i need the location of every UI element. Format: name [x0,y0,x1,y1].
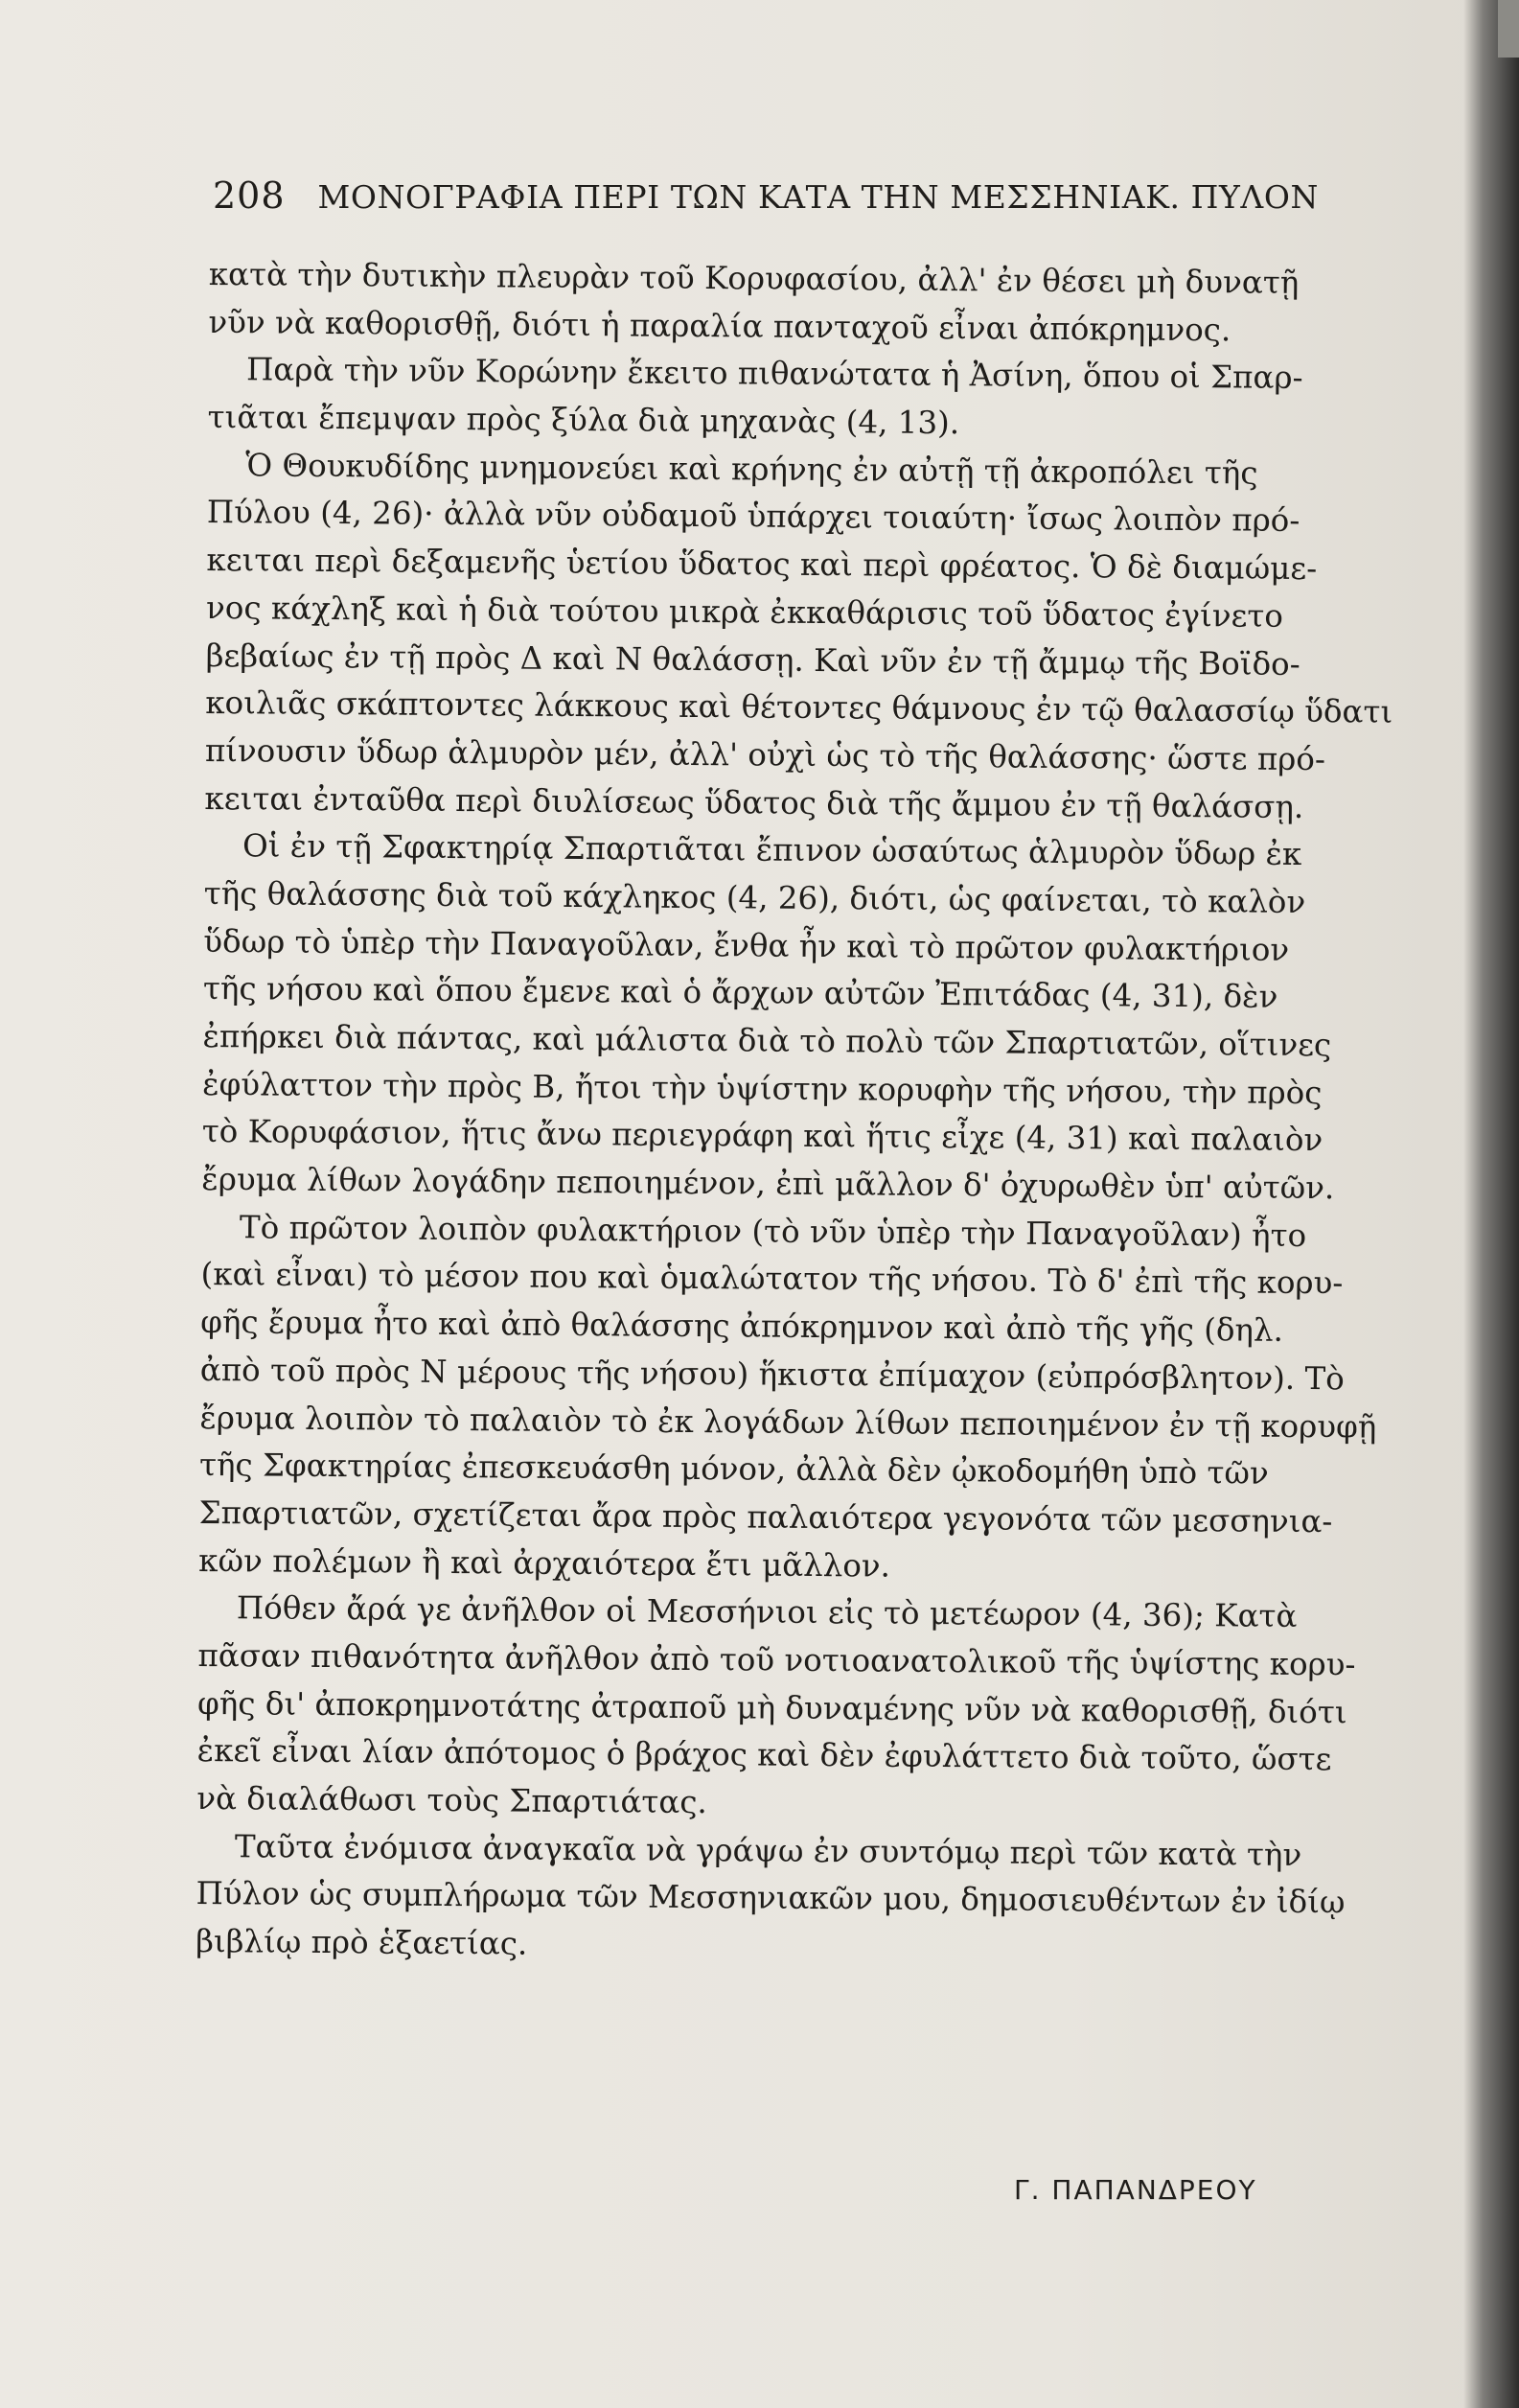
text-line: νος κάχληξ καὶ ἡ διὰ τούτου μικρὰ ἐκκαθάρισις τοῦ ὕδατος ἐγίνετο [205,589,1284,635]
text-line: τῆς νήσου καὶ ὅπου ἔμενε καὶ ὁ ἄρχων αὐτῶν Ἐπιτάδας (4, 31), δὲν [202,970,1278,1016]
text-line: Πύλου (4, 26)· ἀλλὰ νῦν οὐδαμοῦ ὑπάρχει τοιαύτη· ἴσως λοιπὸν πρό- [206,494,1300,540]
text-line: τιᾶται ἔπεμψαν πρὸς ξύλα διὰ μηχανὰς (4, 13). [207,399,960,442]
text-line: Ταῦτα ἐνόμισα ἀναγκαῖα νὰ γράψω ἐν συντόμῳ περὶ τῶν κατὰ τὴν [234,1827,1302,1873]
text-line: Παρὰ τὴν νῦν Κορώνην ἔκειτο πιθανώτατα ἡ Ἀσίνη, ὅπου οἱ Σπαρ- [245,351,1303,397]
text-line: ἐκεῖ εἶναι λίαν ἀπότομος ὁ βράχος καὶ δὲν ἐφυλάττετο διὰ τοῦτο, ὥστε [196,1732,1332,1778]
text-line: ἔρυμα λίθων λογάδην πεποιημένον, ἐπὶ μᾶλλον δ' ὀχυρωθὲν ὑπ' αὐτῶν. [201,1161,1335,1207]
text-line: φῆς δι' ἀποκρημνοτάτης ἀτραποῦ μὴ δυναμένης νῦν νὰ καθορισθῇ, διότι [196,1684,1347,1730]
text-line: ὕδωρ τὸ ὑπὲρ τὴν Παναγοῦλαν, ἔνθα ἦν καὶ τὸ πρῶτον φυλακτήριον [203,922,1290,968]
text-line: κατὰ τὴν δυτικὴν πλευρὰν τοῦ Κορυφασίου, ἀλλ' ἐν θέσει μὴ δυνατῇ [208,255,1300,301]
text-line: κειται περὶ δεξαμενῆς ὑετίου ὕδατος καὶ περὶ φρέατος. Ὁ δὲ διαμώμε- [206,542,1318,588]
text-line: τῆς θαλάσσης διὰ τοῦ κάχληκος (4, 26), διότι, ὡς φαίνεται, τὸ καλὸν [203,874,1306,920]
text-line: νὰ διαλάθωσι τοὺς Σπαρτιάτας. [196,1779,707,1821]
text-line: ἔρυμα λοιπὸν τὸ παλαιὸν τὸ ἐκ λογάδων λίθων πεποιημένον ἐν τῇ κορυφῇ [199,1399,1377,1446]
running-head: ΜΟΝΟΓΡΑΦΙΑ ΠΕΡΙ ΤΩΝ ΚΑΤΑ ΤΗΝ ΜΕΣΣΗΝΙΑΚ. ΠΥΛΟΝ [317,178,1319,216]
author-signature: Γ. ΠΑΠΑΝΔΡΕΟΥ [1014,2174,1257,2206]
text-line: νῦν νὰ καθορισθῇ, διότι ἡ παραλία πανταχοῦ εἶναι ἀπόκρημνος. [208,303,1231,349]
page-header [213,174,1339,217]
text-line: ἐφύλαττον τὴν πρὸς Β, ἤτοι τὴν ὑψίστην κορυφὴν τῆς νήσου, τὴν πρὸς [202,1065,1323,1111]
text-line: τῆς Σφακτηρίας ἐπεσκευάσθη μόνον, ἀλλὰ δὲν ᾠκοδομήθη ὑπὸ τῶν [198,1447,1269,1492]
text-line: ἐπήρκει διὰ πάντας, καὶ μάλιστα διὰ τὸ πολὺ τῶν Σπαρτιατῶν, οἵτινες [202,1017,1332,1064]
text-line: βιβλίῳ πρὸ ἑξαετίας. [196,1923,528,1962]
binding-shadow [1463,0,1519,2408]
text-line: πᾶσαν πιθανότητα ἀνῆλθον ἀπὸ τοῦ νοτιοανατολικοῦ τῆς ὑψίστης κορυ- [197,1636,1356,1683]
text-line: κειται ἐνταῦθα περὶ διυλίσεως ὕδατος διὰ τῆς ἄμμου ἐν τῇ θαλάσσῃ. [204,779,1304,825]
text-line: Τὸ πρῶτον λοιπὸν φυλακτήριον (τὸ νῦν ὑπὲρ τὴν Παναγοῦλαν) ἦτο [239,1209,1307,1254]
text-line: Οἱ ἐν τῇ Σφακτηρίᾳ Σπαρτιᾶται ἔπινον ὡσαύτως ἁλμυρὸν ὕδωρ ἐκ [242,827,1302,873]
text-line: Πύλον ὡς συμπλήρωμα τῶν Μεσσηνιακῶν μου, δημοσιευθέντων ἐν ἰδίῳ [196,1875,1346,1921]
text-line: Ὁ Θουκυδίδης μνημονεύει καὶ κρήνης ἐν αὐτῇ τῇ ἀκροπόλει τῆς [245,447,1258,492]
text-line: τὸ Κορυφάσιον, ἥτις ἄνω περιεγράφη καὶ ἥτις εἶχε (4, 31) καὶ παλαιὸν [201,1113,1323,1159]
text-line: πίνουσιν ὕδωρ ἁλμυρὸν μέν, ἀλλ' οὐχὶ ὡς τὸ τῆς θαλάσσης· ὥστε πρό- [204,731,1326,778]
text-line: κοιλιᾶς σκάπτοντες λάκκους καὶ θέτοντες θάμνους ἐν τῷ θαλασσίῳ ὕδατι [205,684,1393,730]
text-line: Πόθεν ἄρά γε ἀνῆλθον οἱ Μεσσήνιοι εἰς τὸ μετέωρον (4, 36); Κατὰ [236,1589,1298,1635]
text-line: φῆς ἔρυμα ἦτο καὶ ἀπὸ θαλάσσης ἀπόκρημνον καὶ ἀπὸ τῆς γῆς (δηλ. [200,1304,1284,1349]
text-line: βεβαίως ἐν τῇ πρὸς Δ καὶ Ν θαλάσσῃ. Καὶ νῦν ἐν τῇ ἄμμῳ τῆς Βοϊδο- [205,637,1300,683]
body-text [196,251,1393,1975]
text-line: (καὶ εἶναι) τὸ μέσον που καὶ ὁμαλώτατον τῆς νήσου. Τὸ δ' ἐπὶ τῆς κορυ- [200,1256,1344,1302]
text-line: Σπαρτιατῶν, σχετίζεται ἄρα πρὸς παλαιότερα γεγονότα τῶν μεσσηνια- [198,1493,1333,1540]
page-edge-tab [1498,0,1519,58]
page-number: 208 [213,174,286,217]
text-line: ἀπὸ τοῦ πρὸς Ν μέρους τῆς νήσου) ἥκιστα ἐπίμαχον (εὐπρόσβλητον). Τὸ [199,1351,1345,1398]
text-line: κῶν πολέμων ἢ καὶ ἀρχαιότερα ἔτι μᾶλλον. [198,1541,891,1585]
